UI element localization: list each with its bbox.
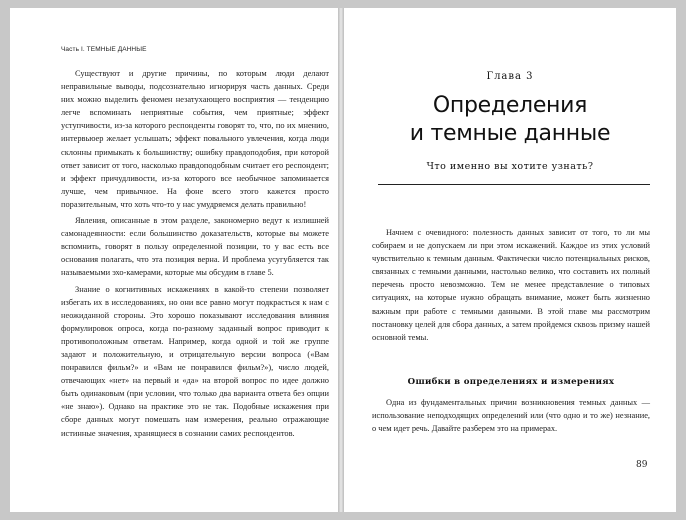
chapter-label: Глава 3 xyxy=(486,71,534,82)
page-number: 89 xyxy=(636,460,648,470)
chapter-rule xyxy=(378,184,650,185)
paragraph: Начнем с очевидного: полезность данных зависит от того, то ли мы собираем и не допускаем ли при этом искажений. Каждое из этих условий чувствительно к темным данным. Фактически число потенциальных рисков, связанных с темными данными, настолько велико, что составить их полный перечень просто невозможно. Тем не менее представление о типовых ситуациях, на которые нужно обращать внимание, может быть жизненно важным при работе с темными данными. В этой главе мы рассмотрим постановку целей для сбора данных, а затем пройдемся сквозь призму нашей основной темы. xyxy=(372,228,650,342)
paragraph: Явления, описанные в этом разделе, закономерно ведут к излишней самонадеянности: если большинство доказательств, которые вы можете вспомнить, говорят в пользу определенной позиции, то у вас есть все основания полагать, что эта позиция верна. И проблема усугубляется так называемыми эхо-камерами, которые мы обсудим в главе 5. xyxy=(61,216,329,278)
paragraph: Существуют и другие причины, по которым люди делают неправильные выводы, подсознательно игнорируя часть данных. Среди них можно выделить феномен незатухающего восприятия — тенденцию легче вспоминать неприятные события, чем приятные; эффект уступчивости, из-за которого респонденты говорят то, что, по их мнению, интервьюер желает услышать; эффект повального увлечения, когда люди склонны примыкать к большинству; ошибку правдоподобия, при которой ответ зависит от того, насколько правдоподобным считает его респондент; и эффект причудливости, из-за которого все необычное запоминается лучше, чем привычное. На фоне всего этого кажется просто поразительным, что хоть что-то у нас умудряемся делать правильно! xyxy=(61,69,329,209)
chapter-subtitle: Что именно вы хотите узнать? xyxy=(426,161,594,172)
left-body-text xyxy=(61,67,329,440)
chapter-title-line: Определения xyxy=(432,93,588,118)
right-section-text xyxy=(372,396,650,435)
section-heading: Ошибки в определениях и измерениях xyxy=(407,377,615,387)
chapter-title xyxy=(344,92,676,148)
paragraph: Одна из фундаментальных причин возникновения темных данных — использование неподходящих определений или (что одно и то же) незнание, о чем идет речь. Давайте разберем это на примерах. xyxy=(372,398,650,434)
chapter-title-line: и темные данные xyxy=(409,121,611,146)
left-page xyxy=(10,8,338,512)
right-page xyxy=(344,8,676,512)
right-intro-text xyxy=(372,226,650,344)
running-head: Часть I. ТЕМНЫЕ ДАННЫЕ xyxy=(61,46,147,53)
paragraph: Знание о когнитивных искажениях в какой-то степени позволяет избегать их в исследованиях, но они все равно могут подкрасться к нам с неожиданной стороны. Это хорошо показывают исследования влияния формулировок опроса, когда по-разному заданный вопрос приводит к противоположным ответам. Например, когда одной и той же группе задают и положительную, и отрицательную версии вопроса («Вам понравился фильм?» и «Вам не понравился фильм?»), число людей, отвечающих «нет» на первый и «да» на второй вопрос по идее должно быть одинаковым (при условии, что только два варианта ответа без опции «не знаю»). Однако на практике это не так. Подобные искажения при сборе данных могут помешать нам измерения, реально отражающие истинные значения, хранящиеся в сознании самих респондентов. xyxy=(61,284,329,438)
